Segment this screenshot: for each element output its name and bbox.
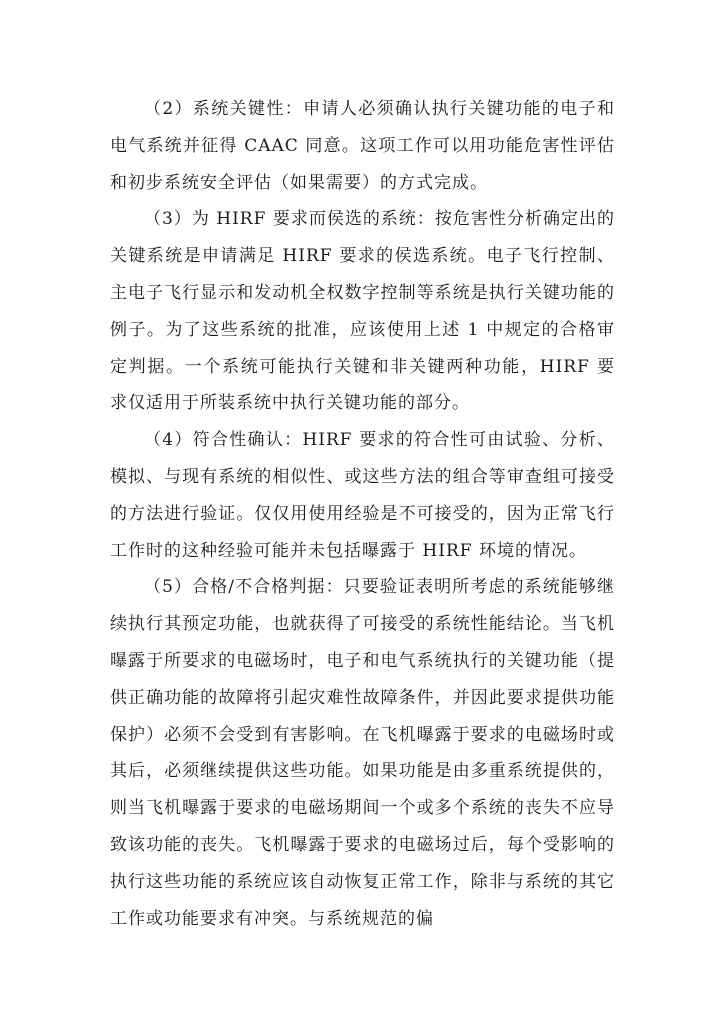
paragraph-pass-fail-criteria: （5）合格/不合格判据：只要验证表明所考虑的系统能够继续执行其预定功能，也就获得了可接受的系统性能结论。当飞机曝露于所要求的电磁场时，电子和电气系统执行的关键功能（提供正确功能的故障将引起灾难性故障条件，并因此要求提供功能保护）必须不会受到有害影响。在飞机曝露于要求的电磁场时或其后，必须继续提供这些功能。如果功能是由多重系统提供的，则当飞机曝露于要求的电磁场期间一个或多个系统的丧失不应导致该功能的丧失。飞机曝露于要求的电磁场过后，每个受影响的执行这些功能的系统应该自动恢复正常工作，除非与系统的其它工作或功能要求有冲突。与系统规范的偏 [110,577,615,929]
paragraph-system-criticality: （2）系统关键性：申请人必须确认执行关键功能的电子和电气系统并征得 CAAC 同意。这项工作可以用功能危害性评估和初步系统安全评估（如果需要）的方式完成。 [110,99,615,193]
body-text [110,91,615,937]
paragraph-hirf-candidate-systems: （3）为 HIRF 要求而侯选的系统：按危害性分析确定出的关键系统是申请满足 HIRF 要求的侯选系统。电子飞行控制、主电子飞行显示和发动机全权数字控制等系统是执行关键功能的例子。为了这些系统的批准，应该使用上述 1 中规定的合格审定判据。一个系统可能执行关键和非关键两种功能，HIRF 要求仅适用于所装系统中执行关键功能的部分。 [110,209,615,414]
paragraph-compliance-verification: （4）符合性确认：HIRF 要求的符合性可由试验、分析、模拟、与现有系统的相似性、或这些方法的组合等审查组可接受的方法进行验证。仅仅用使用经验是不可接受的，因为正常飞行工作时的这种经验可能并未包括曝露于 HIRF 环境的情况。 [110,430,615,561]
